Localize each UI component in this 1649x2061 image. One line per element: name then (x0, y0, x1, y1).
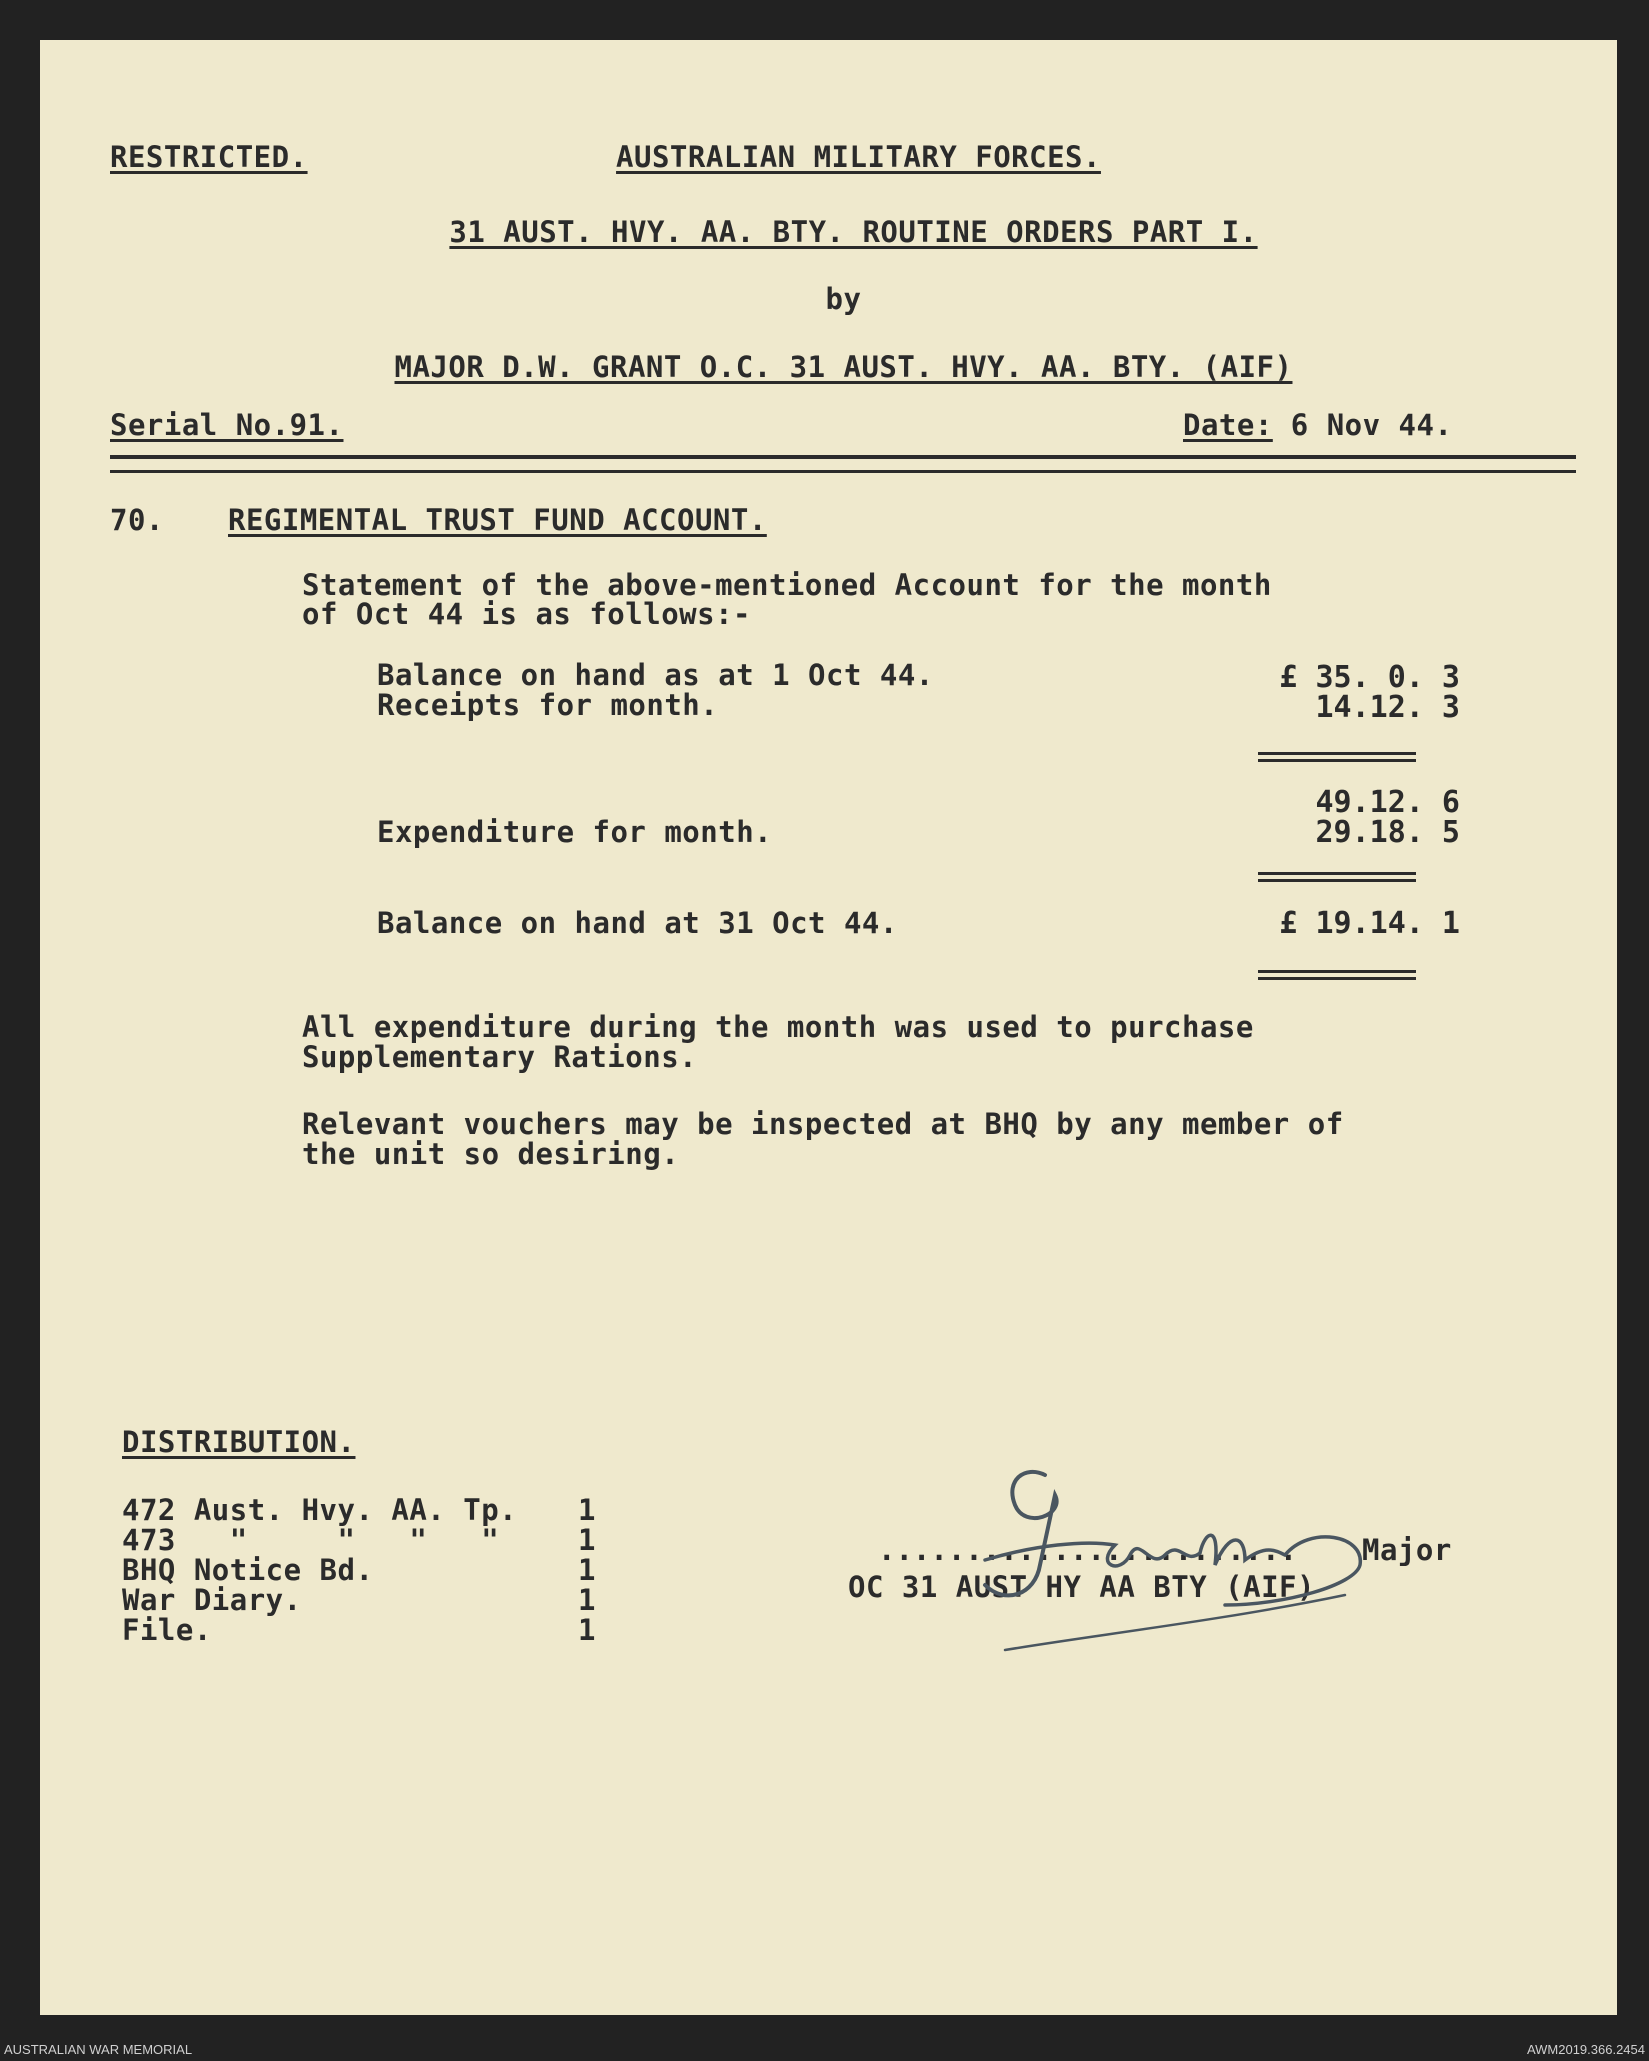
distribution-qty: 1 (578, 1583, 596, 1617)
distribution-qty: 1 (578, 1493, 596, 1527)
intro-line-1: Statement of the above-mentioned Account for the month (302, 568, 1272, 602)
header-rule (110, 455, 1576, 459)
item-heading: REGIMENTAL TRUST FUND ACCOUNT. (228, 503, 767, 537)
distribution-row: 472 Aust. Hvy. AA. Tp. (122, 1493, 518, 1527)
restricted-label: RESTRICTED. (110, 140, 308, 174)
document-title: AUSTRALIAN MILITARY FORCES. (616, 140, 1101, 174)
date-line (1183, 408, 1452, 442)
item-number: 70. (110, 503, 164, 537)
note-1-line-1: All expenditure during the month was used to purchase (302, 1010, 1254, 1044)
distribution-row: BHQ Notice Bd. (122, 1553, 374, 1587)
date-value: 6 Nov 44. (1290, 408, 1453, 442)
expenditure-rule (1258, 872, 1416, 882)
routine-orders-title: 31 AUST. HVY. AA. BTY. ROUTINE ORDERS PART I. (449, 215, 1258, 249)
handwritten-signature (945, 1435, 1375, 1695)
note-1-line-2: Supplementary Rations. (302, 1040, 698, 1074)
signature-rank: Major (1362, 1533, 1452, 1567)
row-label-expenditure: Expenditure for month. (377, 815, 773, 849)
row-amount-expenditure: 29.18. 5 (1315, 815, 1460, 850)
footer-institution: AUSTRALIAN WAR MEMORIAL (4, 2042, 193, 2057)
note-2-line-2: the unit so desiring. (302, 1137, 680, 1171)
footer-accession-number: AWM2019.366.2454 (1526, 2042, 1645, 2057)
row-label-opening-balance: Balance on hand as at 1 Oct 44. (377, 658, 934, 692)
closing-rule (1258, 970, 1416, 980)
row-label-closing-balance: Balance on hand at 31 Oct 44. (377, 906, 898, 940)
signature-dots: ........................ (878, 1533, 1298, 1567)
distribution-row: File. (122, 1613, 212, 1647)
distribution-heading: DISTRIBUTION. (122, 1425, 356, 1459)
row-label-receipts: Receipts for month. (377, 688, 719, 722)
row-amount-subtotal: 49.12. 6 (1315, 785, 1460, 820)
signature-title: OC 31 AUST HY AA BTY (AIF) (848, 1570, 1315, 1604)
header-rule-2 (110, 470, 1576, 473)
row-amount-opening-balance: £ 35. 0. 3 (1279, 660, 1460, 695)
distribution-qty: 1 (578, 1553, 596, 1587)
distribution-row: War Diary. (122, 1583, 302, 1617)
document-sheet (40, 40, 1617, 2015)
serial-number: Serial No.91. (110, 408, 344, 442)
distribution-row: 473 " " " " (122, 1523, 500, 1557)
issuer-line: MAJOR D.W. GRANT O.C. 31 AUST. HVY. AA. BTY. (AIF) (394, 350, 1293, 384)
row-amount-closing-balance: £ 19.14. 1 (1279, 906, 1460, 941)
distribution-qty: 1 (578, 1523, 596, 1557)
note-2-line-1: Relevant vouchers may be inspected at BHQ by any member of (302, 1107, 1344, 1141)
intro-line-2: of Oct 44 is as follows:- (302, 597, 751, 631)
subtotal-rule (1258, 752, 1416, 762)
row-amount-receipts: 14.12. 3 (1315, 690, 1460, 725)
distribution-qty: 1 (578, 1613, 596, 1647)
date-label: Date: (1183, 408, 1273, 442)
by-label: by (825, 282, 862, 316)
